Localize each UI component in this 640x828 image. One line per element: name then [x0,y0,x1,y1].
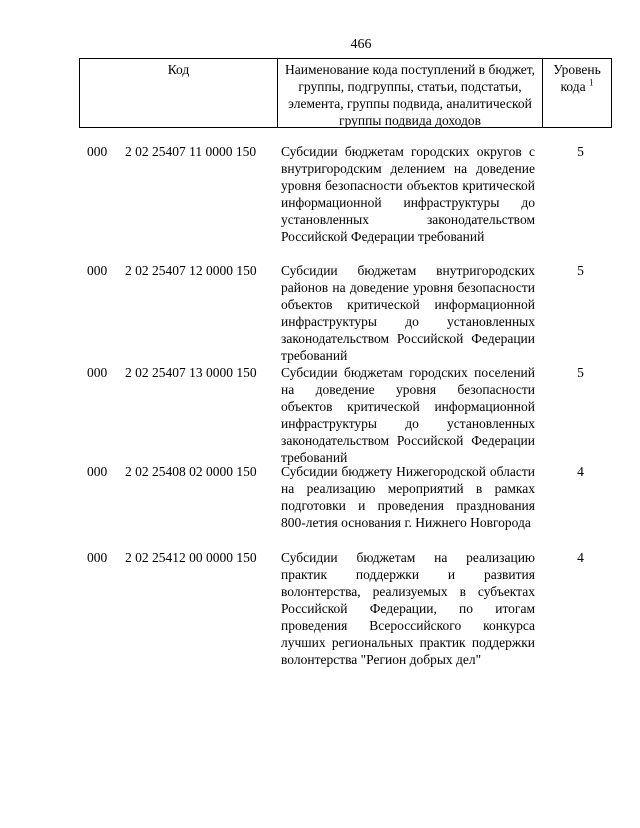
income-code: 2 02 25407 13 0000 150 [125,365,257,380]
admin-code: 000 [87,263,108,278]
income-code: 2 02 25407 12 0000 150 [125,263,257,278]
income-code: 2 02 25408 02 0000 150 [125,464,257,479]
table-row [79,364,612,463]
admin-code: 000 [87,550,108,565]
page-number: 466 [350,37,372,52]
income-name: Субсидии бюджетам на реализацию практик поддержки и развития волонтерства, реализуемых в субъектах Российской Федерации, по итогам проведения Всероссийского конкурса лучших региональных практик поддержки волонтерства "Регион добрых дел" [281,550,535,667]
code-level: 5 [577,365,584,380]
admin-code: 000 [87,464,108,479]
income-name: Субсидии бюджету Нижегородской области на реализацию мероприятий в рамках подготовки и проведения празднования 800-летия основания г. Нижнего Новгорода [281,464,535,530]
income-name: Субсидии бюджетам городских поселений на доведение уровня безопасности объектов критической информационной инфраструктуры до установленных законодательством Российской Федерации требований [281,365,535,465]
table-row [79,463,612,549]
code-level: 5 [577,144,584,159]
code-level: 4 [577,550,584,565]
income-name: Субсидии бюджетам внутригородских районов на доведение уровня безопасности объектов критической информационной инфраструктуры до установленных законодательством Российской Федерации требований [281,263,535,363]
header-name: Наименование кода поступлений в бюджет, группы, подгруппы, статьи, подстатьи, элемента, группы подвида, аналитической группы подвида доходов [278,59,543,127]
header-level-footnote: 1 [588,77,594,88]
table-body [79,143,612,689]
income-name: Субсидии бюджетам городских округов с внутригородским делением на доведение уровня безопасности объектов критической информационной инфраструктуры до установленных законодательством Российской Федерации требований [281,144,535,244]
header-level [543,59,611,127]
income-code: 2 02 25407 11 0000 150 [125,144,257,159]
table-row [79,143,612,262]
code-level: 5 [577,263,584,278]
code-level: 4 [577,464,584,479]
header-level-label: Уровень кода [553,62,601,94]
table-header [79,58,612,128]
header-code: Код [80,59,278,127]
admin-code: 000 [87,144,108,159]
table-row [79,262,612,364]
table-row [79,549,612,689]
income-code: 2 02 25412 00 0000 150 [125,550,257,565]
admin-code: 000 [87,365,108,380]
